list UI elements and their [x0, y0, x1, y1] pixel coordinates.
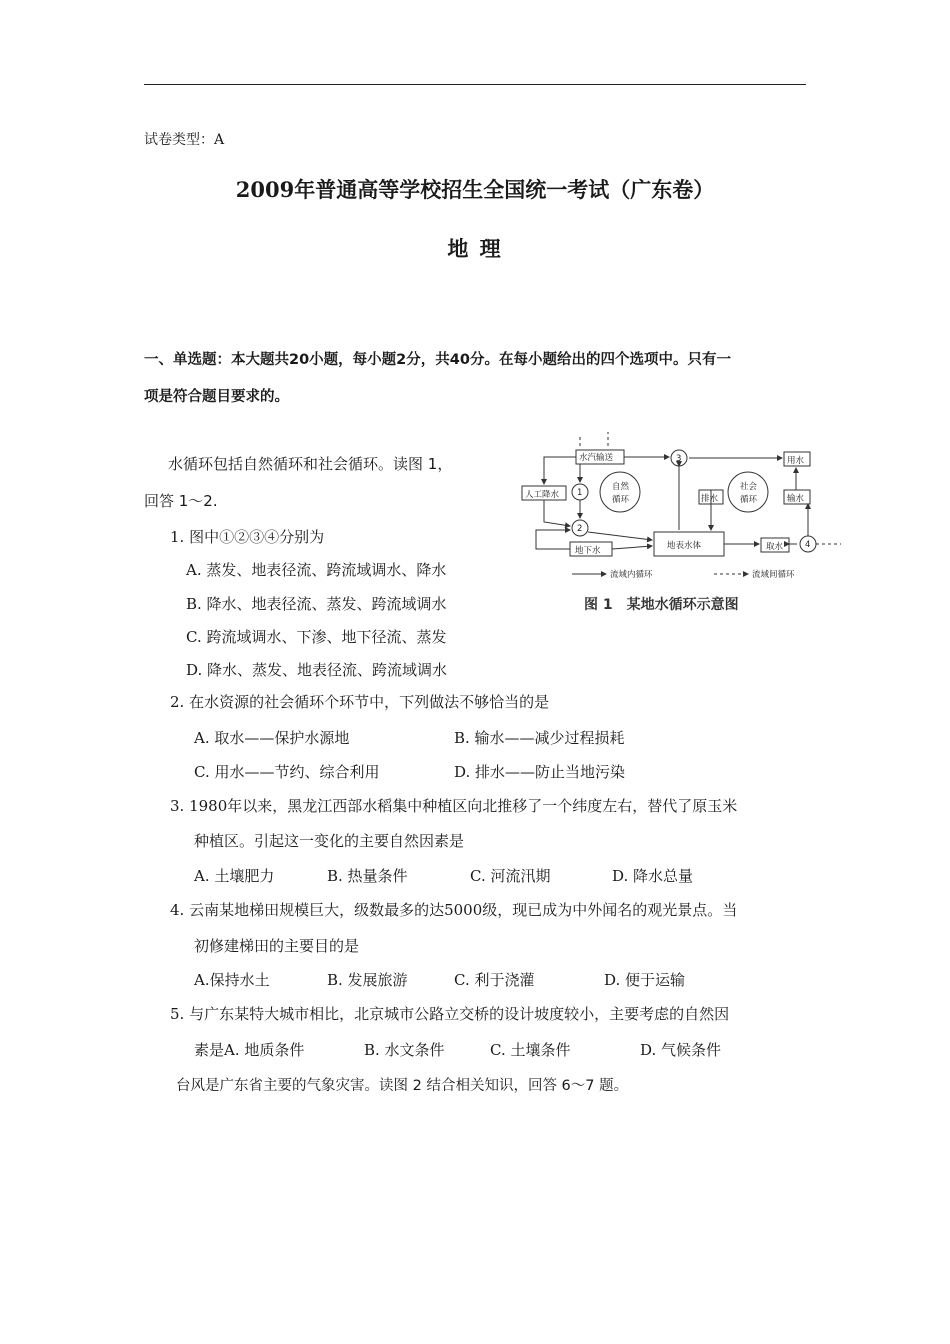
- q1-stem: 1. 图中①②③④分别为: [170, 528, 325, 546]
- label-social-1: 社会: [740, 482, 758, 492]
- figure1-caption: 图 1 某地水循环示意图: [584, 597, 739, 613]
- q1-option-b: B. 降水、地表径流、蒸发、跨流域调水: [186, 595, 447, 613]
- label-natural-2: 循环: [612, 495, 630, 505]
- intro2: 台风是广东省主要的气象灾害。读图 2 结合相关知识，回答 6～7 题。: [176, 1078, 629, 1094]
- natural-cycle-oval: [600, 472, 640, 512]
- q3-option-c: C. 河流汛期: [470, 867, 551, 885]
- label-natural-1: 自然: [612, 482, 630, 492]
- header-rule: [144, 84, 806, 85]
- intro1-line1: 水循环包括自然循环和社会循环。读图 1，: [168, 455, 453, 473]
- section-heading-line1: 一、单选题：本大题共20小题，每小题2分，共40分。在每小题给出的四个选项中。只有一: [144, 352, 731, 368]
- q5-option-b: B. 水文条件: [364, 1041, 445, 1059]
- figure1-water-cycle-diagram: [516, 422, 846, 622]
- legend-inter-label: 流域间循环: [752, 570, 795, 580]
- q2-option-c: C. 用水——节约、综合利用: [194, 763, 380, 781]
- q2-option-a: A. 取水——保护水源地: [194, 729, 350, 747]
- q2-stem: 2. 在水资源的社会循环个环节中，下列做法不够恰当的是: [170, 693, 550, 711]
- q3-option-b: B. 热量条件: [327, 867, 408, 885]
- q5-option-c: C. 土壤条件: [490, 1041, 571, 1059]
- label-intake: 取水: [766, 542, 784, 552]
- section-heading-line2: 项是符合题目要求的。: [144, 389, 289, 405]
- node-1-label: 1: [577, 488, 583, 498]
- q4-option-c: C. 利于浇灌: [454, 971, 535, 989]
- node-2-label: 2: [577, 524, 583, 534]
- label-water-use: 用水: [787, 456, 805, 466]
- social-cycle-oval: [728, 472, 768, 512]
- q1-option-c: C. 跨流域调水、下渗、地下径流、蒸发: [186, 628, 447, 646]
- label-vapor: 水汽输送: [579, 453, 614, 463]
- q2-option-b: B. 输水——减少过程损耗: [454, 729, 625, 747]
- q4-option-b: B. 发展旅游: [327, 971, 408, 989]
- subject-title: 地 理: [447, 236, 503, 261]
- exam-type: 试卷类型：A: [144, 132, 225, 148]
- label-surface-water: 地表水体: [667, 541, 702, 551]
- q5-option-d: D. 气候条件: [640, 1041, 722, 1059]
- q4-stem-line2: 初修建梯田的主要目的是: [194, 937, 360, 955]
- legend-inner-label: 流域内循环: [610, 570, 653, 580]
- label-artificial-rain: 人工降水: [525, 490, 560, 500]
- q4-stem-line1: 4. 云南某地梯田规模巨大，级数最多的达5000级，现已成为中外闻名的观光景点。当: [170, 901, 738, 919]
- q1-option-a: A. 蒸发、地表径流、跨流域调水、降水: [186, 561, 447, 579]
- node-3-label: 3: [676, 454, 682, 464]
- intro1-line2: 回答 1～2.: [144, 492, 218, 510]
- q3-option-d: D. 降水总量: [612, 867, 694, 885]
- q5-stem-line2-option-a: 素是A. 地质条件: [194, 1041, 305, 1059]
- exam-title: 2009年普通高等学校招生全国统一考试（广东卷）: [235, 177, 715, 202]
- q3-option-a: A. 土壤肥力: [194, 867, 275, 885]
- q4-option-a: A.保持水土: [194, 971, 270, 989]
- q1-option-d: D. 降水、蒸发、地表径流、跨流域调水: [186, 661, 448, 679]
- label-drainage: 排水: [701, 494, 719, 504]
- label-social-2: 循环: [740, 495, 758, 505]
- q2-option-d: D. 排水——防止当地污染: [454, 763, 626, 781]
- q3-stem-line1: 3. 1980年以来，黑龙江西部水稻集中种植区向北推移了一个纬度左右，替代了原玉米: [170, 797, 738, 815]
- label-transport: 输水: [787, 494, 805, 504]
- q5-stem-line1: 5. 与广东某特大城市相比，北京城市公路立交桥的设计坡度较小，主要考虑的自然因: [170, 1005, 730, 1023]
- label-groundwater: 地下水: [575, 546, 601, 556]
- q4-option-d: D. 便于运输: [604, 971, 686, 989]
- q3-stem-line2: 种植区。引起这一变化的主要自然因素是: [194, 832, 465, 850]
- node-4-label: 4: [805, 540, 811, 550]
